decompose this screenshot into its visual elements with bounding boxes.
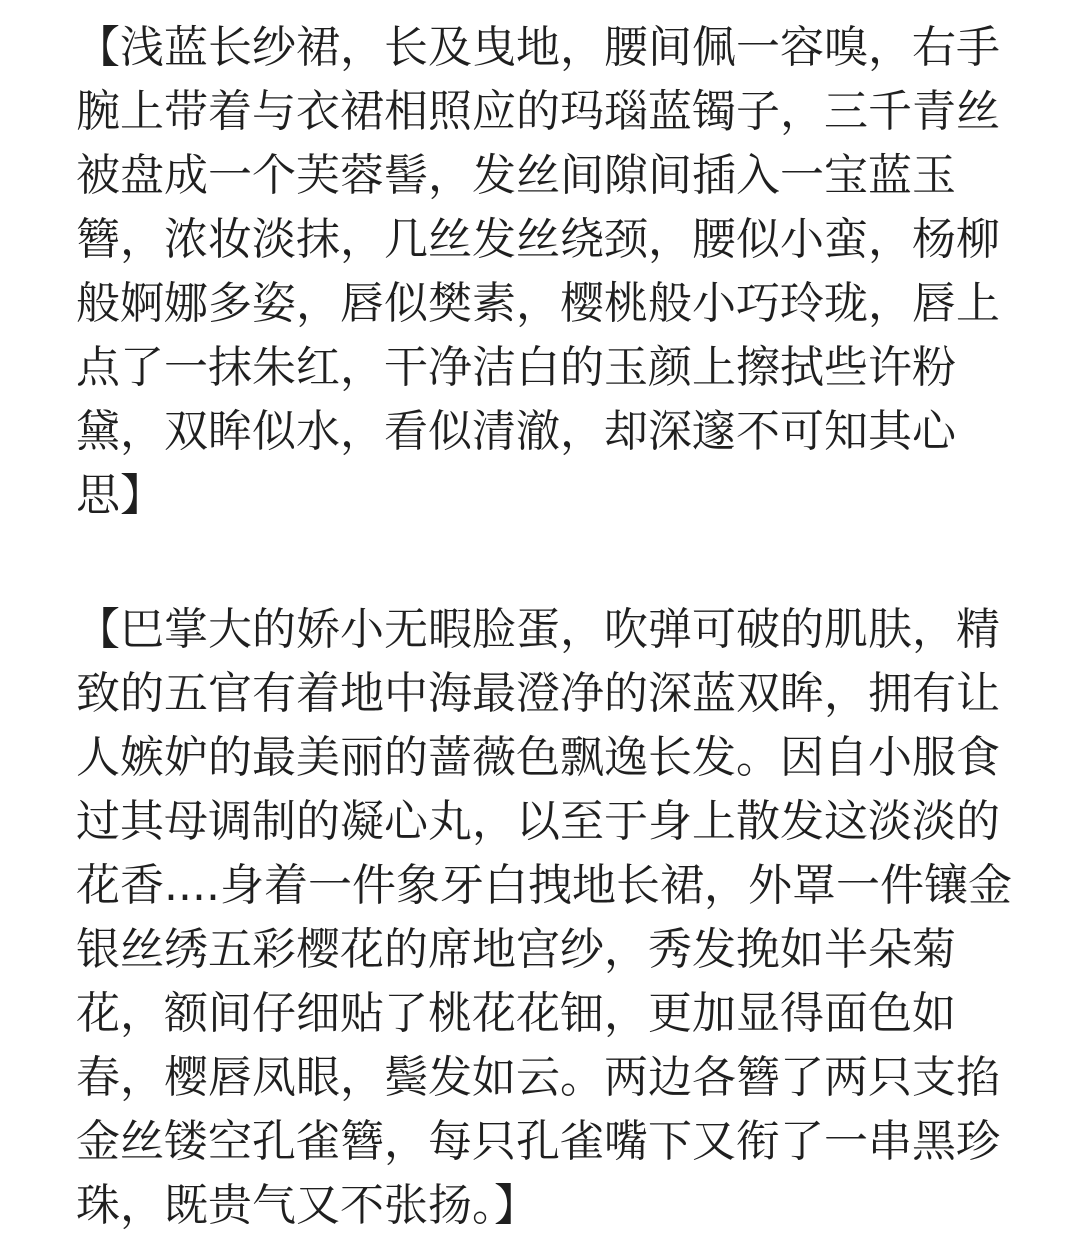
text-line: 【巴掌大的娇小无暇脸蛋，吹弹可破的肌肤，精 <box>76 604 1000 655</box>
paragraph-light-blue-dress <box>76 16 1048 528</box>
text-line: 过其母调制的凝心丸，以至于身上散发这淡淡的 <box>76 796 1000 847</box>
text-line: 腕上带着与衣裙相照应的玛瑙蓝镯子，三千青丝 <box>76 86 1000 137</box>
text-line: 被盘成一个芙蓉髻，发丝间隙间插入一宝蓝玉 <box>76 150 956 201</box>
text-line: 春，樱唇凤眼，鬓发如云。两边各簪了两只支掐 <box>76 1052 1000 1103</box>
text-line: 银丝绣五彩樱花的席地宫纱，秀发挽如半朵菊 <box>76 924 956 975</box>
text-line: 【浅蓝长纱裙，长及曳地，腰间佩一容嗅，右手 <box>76 22 1000 73</box>
text-line: 花香....身着一件象牙白拽地长裙，外罩一件镶金 <box>76 860 1012 911</box>
text-line: 珠，既贵气又不张扬。】 <box>76 1180 538 1231</box>
text-line: 金丝镂空孔雀簪，每只孔雀嘴下又衔了一串黑珍 <box>76 1116 1000 1167</box>
text-line: 思】 <box>76 470 164 521</box>
text-line: 簪，浓妆淡抹，几丝发丝绕颈，腰似小蛮，杨柳 <box>76 214 1000 265</box>
text-line: 般婀娜多姿，唇似樊素，樱桃般小巧玲珑，唇上 <box>76 278 1000 329</box>
text-line: 人嫉妒的最美丽的蔷薇色飘逸长发。因自小服食 <box>76 732 1000 783</box>
text-line: 花，额间仔细贴了桃花花钿，更加显得面色如 <box>76 988 956 1039</box>
paragraph-ivory-dress <box>76 598 1048 1238</box>
text-line: 黛，双眸似水，看似清澈，却深邃不可知其心 <box>76 406 956 457</box>
text-line: 致的五官有着地中海最澄净的深蓝双眸，拥有让 <box>76 668 1000 719</box>
text-line: 点了一抹朱红，干净洁白的玉颜上擦拭些许粉 <box>76 342 956 393</box>
